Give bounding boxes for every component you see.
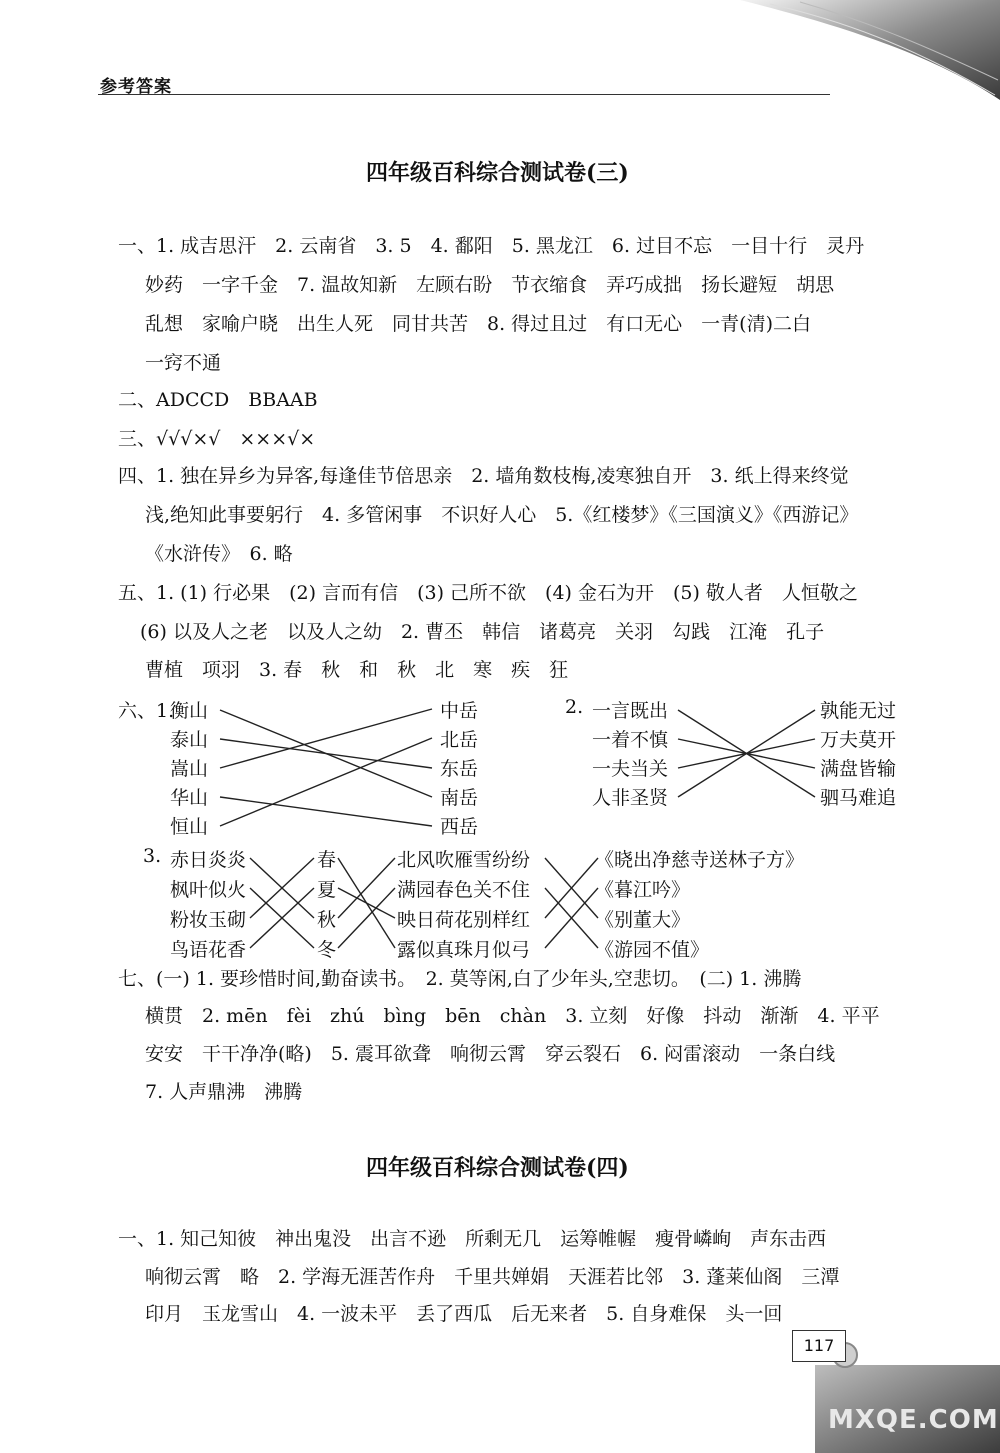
match-item: 北风吹雁雪纷纷 xyxy=(397,849,531,871)
match-group-label: 3. xyxy=(143,845,162,867)
match-item: 枫叶似火 xyxy=(170,879,247,901)
match-item: 恒山 xyxy=(170,816,209,838)
connector-line xyxy=(338,888,395,948)
match-item: 秋 xyxy=(317,909,337,931)
match-item: 人非圣贤 xyxy=(592,787,669,809)
test3-title: 四年级百科综合测试卷(三) xyxy=(366,160,629,186)
match-item: 露似真珠月似弓 xyxy=(397,939,531,961)
match-item: 满园春色关不住 xyxy=(397,879,531,901)
match-item: 粉妆玉砌 xyxy=(170,909,247,931)
connector-line xyxy=(220,797,432,826)
match-item: 一言既出 xyxy=(592,700,669,722)
watermark-text: MXQE.COM xyxy=(828,1405,999,1435)
answer-line: 七、(一) 1. 要珍惜时间,勤奋读书。 2. 莫等闲,白了少年头,空悲切。 (二) 1. 沸腾 xyxy=(118,968,802,990)
answer-line: 印月 玉龙雪山 4. 一波未平 丢了西瓜 后无来者 5. 自身难保 头一回 xyxy=(145,1303,783,1325)
match-item: 《晓出净慈寺送林子方》 xyxy=(595,849,805,871)
match-item: 《游园不值》 xyxy=(595,939,710,961)
test4-title: 四年级百科综合测试卷(四) xyxy=(366,1155,629,1181)
answer-line: 浅,绝知此事要躬行 4. 多管闲事 不识好人心 5.《红楼梦》《三国演义》《西游记》 xyxy=(145,504,859,526)
match-item: 驷马难追 xyxy=(820,787,897,809)
answer-line: 乱想 家喻户晓 出生人死 同甘共苦 8. 得过且过 有口无心 一青(清)二白 xyxy=(145,313,811,335)
connector-line xyxy=(338,888,395,918)
match-item: 一着不慎 xyxy=(592,729,669,751)
match-item: 西岳 xyxy=(440,816,479,838)
connector-line xyxy=(220,739,432,768)
answer-line: 三、√√√×√ ×××√× xyxy=(118,428,316,450)
answer-line: 一窍不通 xyxy=(145,352,222,374)
answer-line: 7. 人声鼎沸 沸腾 xyxy=(145,1081,303,1103)
match-item: 《暮江吟》 xyxy=(595,879,691,901)
answer-line: 五、1. (1) 行必果 (2) 言而有信 (3) 己所不欲 (4) 金石为开 (5) 敬人者 人恒敬之 xyxy=(118,582,858,604)
match-item: 孰能无过 xyxy=(820,700,897,722)
answer-line: 一、1. 成吉思汗 2. 云南省 3. 5 4. 鄱阳 5. 黑龙江 6. 过目不忘 一目十行 灵丹 xyxy=(118,235,865,257)
match-item: 一夫当关 xyxy=(592,758,669,780)
answer-line: 妙药 一字千金 7. 温故知新 左顾右盼 节衣缩食 弄巧成拙 扬长避短 胡思 xyxy=(145,274,835,296)
answer-line: 安安 干干净净(略) 5. 震耳欲聋 响彻云霄 穿云裂石 6. 闷雷滚动 一条白线 xyxy=(145,1043,836,1065)
match-item: 东岳 xyxy=(440,758,479,780)
connector-line xyxy=(220,738,432,826)
match-group-label: 2. xyxy=(565,696,584,718)
connector-line xyxy=(338,858,395,918)
match-item: 夏 xyxy=(317,879,337,901)
match-item: 衡山 xyxy=(170,700,209,722)
answer-line: 《水浒传》 6. 略 xyxy=(145,543,293,565)
match-item: 南岳 xyxy=(440,787,479,809)
match-item: 中岳 xyxy=(440,700,479,722)
match-item: 华山 xyxy=(170,787,209,809)
match-item: 春 xyxy=(317,849,337,871)
answer-line: 四、1. 独在异乡为异客,每逢佳节倍思亲 2. 墙角数枝梅,凌寒独自开 3. 纸上得来终觉 xyxy=(118,465,849,487)
match-item: 嵩山 xyxy=(170,758,209,780)
section-six-label: 六、1. xyxy=(118,700,175,722)
answer-line: 一、1. 知己知彼 神出鬼没 出言不逊 所剩无几 运筹帷幄 瘦骨嶙峋 声东击西 xyxy=(118,1228,827,1250)
match-item: 赤日炎炎 xyxy=(170,849,247,871)
answer-line: 响彻云霄 略 2. 学海无涯苦作舟 千里共婵娟 天涯若比邻 3. 蓬莱仙阁 三潭 xyxy=(145,1266,840,1288)
header-label: 参考答案 xyxy=(100,77,172,97)
answer-line: 曹植 项羽 3. 春 秋 和 秋 北 寒 疾 狂 xyxy=(145,659,569,681)
answer-line: (6) 以及人之老 以及人之幼 2. 曹丕 韩信 诸葛亮 关羽 勾践 江淹 孔子 xyxy=(140,621,825,643)
match-item: 《别董大》 xyxy=(595,909,691,931)
match-item: 冬 xyxy=(317,939,337,961)
match-item: 映日荷花别样红 xyxy=(397,909,531,931)
connector-line xyxy=(220,709,432,768)
page-number: 117 xyxy=(792,1330,846,1362)
match-item: 北岳 xyxy=(440,729,479,751)
match-item: 满盘皆输 xyxy=(820,758,897,780)
answer-line: 二、ADCCD BBAAB xyxy=(118,389,318,411)
match-item: 万夫莫开 xyxy=(820,729,897,751)
match-item: 鸟语花香 xyxy=(170,939,247,961)
answer-line: 横贯 2. mēn fèi zhú bìng bēn chàn 3. 立刻 好像 抖动 渐渐 4. 平平 xyxy=(145,1005,880,1027)
match-item: 泰山 xyxy=(170,729,209,751)
